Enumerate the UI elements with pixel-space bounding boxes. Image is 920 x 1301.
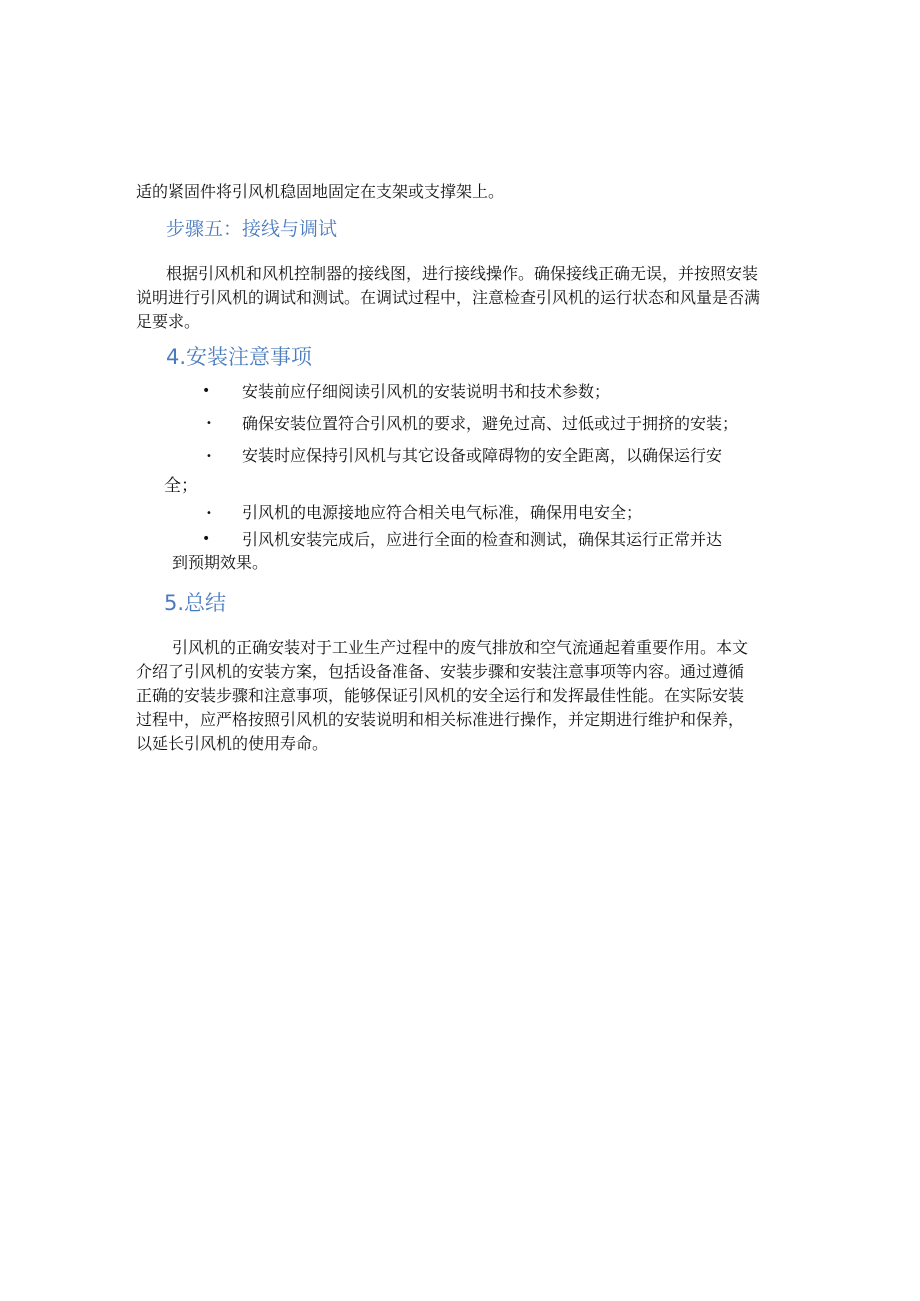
notice-item-continuation: 到预期效果。 bbox=[172, 553, 269, 572]
notice-item: 引风机安装完成后，应进行全面的检查和测试，确保其运行正常并达 bbox=[242, 530, 723, 549]
bullet-icon: • bbox=[206, 418, 212, 429]
notice-item: 安装前应仔细阅读引风机的安装说明书和技术参数； bbox=[242, 382, 611, 401]
section4-heading: 4.安装注意事项 bbox=[166, 345, 313, 369]
summary-paragraph-line: 正确的安装步骤和注意事项，能够保证引风机的安全运行和发挥最佳性能。在实际安装 bbox=[136, 686, 745, 705]
step5-heading: 步骤五：接线与调试 bbox=[166, 218, 338, 240]
bullet-icon: • bbox=[206, 451, 212, 462]
summary-paragraph-line: 以延长引风机的使用寿命。 bbox=[136, 734, 329, 753]
notice-item: 确保安装位置符合引风机的要求，避免过高、过低或过于拥挤的安装； bbox=[242, 414, 739, 433]
notice-item: 引风机的电源接地应符合相关电气标准，确保用电安全； bbox=[242, 503, 643, 522]
bullet-icon: • bbox=[206, 508, 212, 519]
summary-paragraph-line: 引风机的正确安装对于工业生产过程中的废气排放和空气流通起着重要作用。本文 bbox=[172, 638, 749, 657]
continuation-text: 适的紧固件将引风机稳固地固定在支架或支撑架上。 bbox=[136, 182, 505, 201]
bullet-icon: • bbox=[202, 383, 211, 399]
step5-paragraph-line: 足要求。 bbox=[136, 312, 201, 331]
section5-heading: 5.总结 bbox=[164, 591, 227, 615]
bullet-icon: • bbox=[202, 531, 211, 547]
notice-item-continuation: 全； bbox=[164, 476, 198, 496]
step5-paragraph-line: 说明进行引风机的调试和测试。在调试过程中，注意检查引风机的运行状态和风量是否满 bbox=[136, 288, 761, 307]
summary-paragraph-line: 介绍了引风机的安装方案，包括设备准备、安装步骤和安装注意事项等内容。通过遵循 bbox=[136, 662, 745, 681]
step5-paragraph-line: 根据引风机和风机控制器的接线图，进行接线操作。确保接线正确无误，并按照安装 bbox=[166, 264, 759, 283]
summary-paragraph-line: 过程中，应严格按照引风机的安装说明和相关标准进行操作，并定期进行维护和保养， bbox=[136, 710, 745, 729]
notice-item: 安装时应保持引风机与其它设备或障碍物的安全距离，以确保运行安 bbox=[242, 446, 723, 465]
